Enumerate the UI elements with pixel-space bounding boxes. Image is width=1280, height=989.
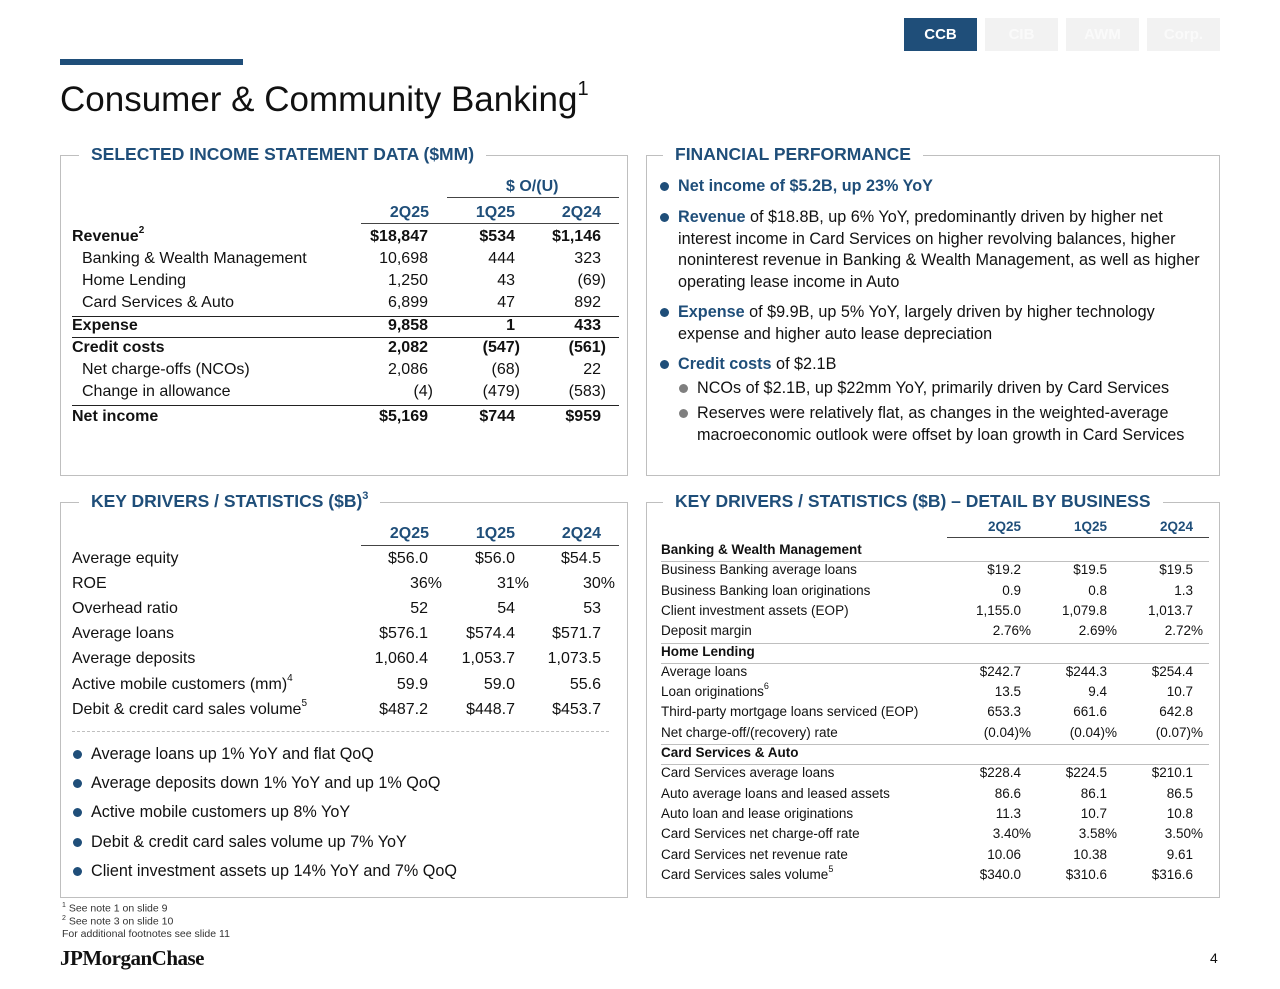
driver-bullet: Client investment assets up 14% YoY and 7% QoQ bbox=[91, 861, 611, 883]
bullet-dot bbox=[660, 182, 669, 191]
detail-cell-value: 86.5 bbox=[1166, 785, 1193, 801]
cell-value: 1 bbox=[506, 317, 515, 334]
cell-value: 6,899 bbox=[387, 294, 428, 311]
cell-value: $56.0 bbox=[474, 550, 515, 567]
cell-value: 59.0 bbox=[483, 676, 515, 693]
section-header: Banking & Wealth Management bbox=[661, 542, 862, 557]
cell-value: 9,858 bbox=[387, 317, 428, 334]
bullet-revenue: Revenue of $18.8B, up 6% YoY, predominantly driven by higher net interest income in Card Services on higher revolving balances, higher noninterest revenue in Banking & Wealth Management, as well as higher operating lease income in Auto bbox=[678, 207, 1208, 293]
bullet-credit-costs: Credit costs of $2.1B bbox=[678, 354, 1208, 376]
detail-cell-value: 2.76% bbox=[992, 623, 1031, 639]
ou-header-rule bbox=[447, 197, 619, 198]
detail-row-label: Card Services net revenue rate bbox=[661, 846, 848, 862]
detail-row-label: Loan originations$^6$ bbox=[661, 681, 769, 700]
cell-value: $1,146 bbox=[552, 228, 601, 245]
bullet-dot bbox=[73, 750, 82, 759]
row-divider bbox=[72, 405, 619, 406]
detail-cell-value: (0.07)% bbox=[1155, 724, 1203, 740]
detail-cell-value: 642.8 bbox=[1159, 704, 1193, 720]
driver-bullet: Average loans up 1% YoY and flat QoQ bbox=[91, 744, 611, 766]
col-header-2q25: 2Q25 bbox=[987, 519, 1021, 534]
bullet-dot bbox=[660, 360, 669, 369]
tab-awm[interactable]: AWM bbox=[1066, 18, 1139, 51]
row-label: Net income bbox=[72, 408, 159, 425]
detail-row-label: Card Services average loans bbox=[661, 765, 835, 781]
section-header: Card Services & Auto bbox=[661, 745, 799, 760]
row-label: Card Services & Auto bbox=[82, 294, 235, 311]
cell-value: 43 bbox=[497, 272, 515, 289]
detail-cell-value: 1,155.0 bbox=[975, 602, 1021, 618]
row-label: Net charge-offs (NCOs) bbox=[82, 361, 250, 378]
cell-value: $18,847 bbox=[370, 228, 428, 245]
detail-cell-value: 2.72% bbox=[1164, 623, 1203, 639]
detail-row-label: Third-party mortgage loans serviced (EOP) bbox=[661, 704, 919, 720]
cell-value: (561) bbox=[568, 339, 606, 356]
row-label: Debit & credit card sales volume$^5$ bbox=[72, 698, 307, 718]
detail-cell-value: 3.58% bbox=[1078, 826, 1117, 842]
detail-row-label: Business Banking average loans bbox=[661, 562, 857, 578]
cell-value: 1,073.5 bbox=[547, 650, 601, 667]
cell-value: 54 bbox=[497, 600, 515, 617]
driver-bullet: Average deposits down 1% YoY and up 1% QoQ bbox=[91, 773, 611, 795]
cell-value: $5,169 bbox=[379, 408, 428, 425]
detail-cell-value: $316.6 bbox=[1151, 866, 1193, 882]
cell-value: 55.6 bbox=[569, 676, 601, 693]
cell-value: 59.9 bbox=[396, 676, 428, 693]
detail-cell-value: $244.3 bbox=[1065, 663, 1107, 679]
detail-cell-value: $19.5 bbox=[1159, 562, 1193, 578]
row-label: Overhead ratio bbox=[72, 600, 178, 617]
page-number: 4 bbox=[1210, 950, 1218, 966]
detail-cell-value: 9.4 bbox=[1088, 684, 1107, 700]
detail-row-label: Deposit margin bbox=[661, 623, 752, 639]
income-statement-title: SELECTED INCOME STATEMENT DATA ($MM) bbox=[79, 144, 486, 165]
cell-value: $448.7 bbox=[466, 701, 515, 718]
ou-header: $ O/(U) bbox=[506, 178, 559, 195]
detail-cell-value: 10.7 bbox=[1166, 684, 1193, 700]
cell-value: 36% bbox=[409, 575, 442, 592]
cell-value: 53 bbox=[583, 600, 601, 617]
cell-value: $453.7 bbox=[552, 701, 601, 718]
cell-value: 1,250 bbox=[387, 272, 428, 289]
col-header-2q24: 2Q24 bbox=[561, 204, 601, 221]
bullet-dot bbox=[660, 308, 669, 317]
cell-value: 30% bbox=[582, 575, 615, 592]
cell-value: 433 bbox=[574, 317, 601, 334]
detail-cell-value: 10.7 bbox=[1080, 805, 1107, 821]
cell-value: $574.4 bbox=[466, 625, 515, 642]
cell-value: (583) bbox=[568, 383, 606, 400]
row-label: Banking & Wealth Management bbox=[82, 250, 307, 267]
col-header-1q25: 1Q25 bbox=[1073, 519, 1107, 534]
detail-row-label: Average loans bbox=[661, 663, 748, 679]
row-divider bbox=[72, 337, 619, 338]
cell-value: 52 bbox=[410, 600, 428, 617]
driver-bullet: Active mobile customers up 8% YoY bbox=[91, 802, 611, 824]
company-logo: JPMorganChase bbox=[60, 946, 204, 970]
row-label: Average equity bbox=[72, 550, 179, 567]
tab-corp[interactable]: Corp. bbox=[1147, 18, 1220, 51]
detail-row-label: Net charge-off/(recovery) rate bbox=[661, 724, 838, 740]
bullet-dot bbox=[73, 867, 82, 876]
cell-value: 2,082 bbox=[387, 339, 428, 356]
row-label: Average deposits bbox=[72, 650, 196, 667]
cell-value: $571.7 bbox=[552, 625, 601, 642]
row-label: Expense bbox=[72, 317, 138, 334]
detail-cell-value: $340.0 bbox=[979, 866, 1021, 882]
col-header-2q25: 2Q25 bbox=[389, 204, 429, 221]
detail-cell-value: $228.4 bbox=[979, 765, 1021, 781]
cell-value: 2,086 bbox=[387, 361, 428, 378]
bullet-dot bbox=[679, 384, 688, 393]
cell-value: 892 bbox=[574, 294, 601, 311]
cell-value: $56.0 bbox=[387, 550, 428, 567]
row-label: Home Lending bbox=[82, 272, 187, 289]
section-header: Home Lending bbox=[661, 643, 755, 659]
income-statement-box bbox=[60, 144, 628, 476]
detail-cell-value: $19.5 bbox=[1073, 562, 1107, 578]
col-header-2q24: 2Q24 bbox=[561, 525, 601, 542]
detail-cell-value: 1.3 bbox=[1174, 582, 1193, 598]
cell-value: (69) bbox=[577, 272, 606, 289]
cell-value: $54.5 bbox=[560, 550, 601, 567]
detail-cell-value: 1,079.8 bbox=[1061, 602, 1107, 618]
col-header-1q25: 1Q25 bbox=[475, 204, 515, 221]
cell-value: 1,060.4 bbox=[374, 650, 428, 667]
detail-cell-value: 653.3 bbox=[987, 704, 1021, 720]
title-accent-bar bbox=[60, 59, 243, 65]
detail-by-business-title: KEY DRIVERS / STATISTICS ($B) – DETAIL BY BUSINESS bbox=[663, 491, 1163, 512]
row-label: ROE bbox=[72, 575, 107, 592]
sub-bullet-reserves: Reserves were relatively flat, as changes in the weighted-average macroeconomic outlook were offset by loan growth in Card Services bbox=[697, 403, 1207, 446]
detail-cell-value: $19.2 bbox=[987, 562, 1021, 578]
detail-cell-value: (0.04)% bbox=[983, 724, 1031, 740]
detail-by-business-box bbox=[646, 491, 1220, 898]
detail-cell-value: $310.6 bbox=[1065, 866, 1107, 882]
detail-cell-value: 86.1 bbox=[1080, 785, 1107, 801]
footnote-1: $^1$ See note 1 on slide 9 bbox=[62, 902, 168, 915]
tab-cib[interactable]: CIB bbox=[985, 18, 1058, 51]
footnote-3: For additional footnotes see slide 11 bbox=[62, 928, 230, 940]
bullet-expense: Expense of $9.9B, up 5% YoY, largely driven by higher technology expense and higher auto lease depreciation bbox=[678, 302, 1208, 345]
detail-cell-value: 13.5 bbox=[994, 684, 1021, 700]
col-header-rule bbox=[947, 537, 1209, 538]
dashed-divider bbox=[72, 731, 609, 732]
detail-cell-value: $224.5 bbox=[1065, 765, 1107, 781]
page-title: Consumer & Community Banking$^1$ bbox=[60, 78, 589, 119]
driver-bullet: Debit & credit card sales volume up 7% YoY bbox=[91, 832, 611, 854]
row-label-revenue: Revenue$^2$ bbox=[72, 225, 145, 245]
cell-value: (4) bbox=[413, 383, 433, 400]
bullet-dot bbox=[679, 409, 688, 418]
cell-value: $487.2 bbox=[379, 701, 428, 718]
section-divider bbox=[661, 744, 1209, 745]
cell-value: $959 bbox=[565, 408, 601, 425]
detail-row-label: Card Services sales volume$^5$ bbox=[661, 863, 834, 882]
cell-value: $576.1 bbox=[379, 625, 428, 642]
detail-cell-value: 10.06 bbox=[987, 846, 1021, 862]
key-drivers-box bbox=[60, 490, 628, 898]
detail-cell-value: 11.3 bbox=[995, 805, 1021, 821]
row-label: Credit costs bbox=[72, 339, 165, 356]
row-label: Average loans bbox=[72, 625, 174, 642]
bullet-dot bbox=[73, 808, 82, 817]
title-footnote-ref: 1 bbox=[577, 78, 589, 100]
bullet-dot bbox=[73, 779, 82, 788]
section-divider bbox=[661, 643, 1209, 644]
cell-value: $534 bbox=[479, 228, 515, 245]
detail-cell-value: 3.40% bbox=[992, 826, 1031, 842]
sub-bullet-ncos: NCOs of $2.1B, up $22mm YoY, primarily driven by Card Services bbox=[697, 378, 1207, 400]
cell-value: (68) bbox=[491, 361, 520, 378]
key-drivers-title: KEY DRIVERS / STATISTICS ($B)$^3$ bbox=[79, 491, 380, 512]
detail-cell-value: 1,013.7 bbox=[1147, 602, 1193, 618]
detail-row-label: Auto loan and lease originations bbox=[661, 805, 854, 821]
cell-value: (547) bbox=[482, 339, 520, 356]
detail-cell-value: (0.04)% bbox=[1069, 724, 1117, 740]
detail-cell-value: 9.61 bbox=[1166, 846, 1193, 862]
detail-cell-value: $242.7 bbox=[979, 663, 1021, 679]
cell-value: 1,053.7 bbox=[461, 650, 515, 667]
detail-cell-value: 86.6 bbox=[994, 785, 1021, 801]
footnote-2: $^2$ See note 3 on slide 10 bbox=[62, 915, 174, 928]
col-header-1q25: 1Q25 bbox=[475, 525, 515, 542]
cell-value: 10,698 bbox=[379, 250, 428, 267]
detail-cell-value: 661.6 bbox=[1073, 704, 1107, 720]
cell-value: 31% bbox=[496, 575, 529, 592]
row-label: Change in allowance bbox=[82, 383, 231, 400]
cell-value: (479) bbox=[482, 383, 520, 400]
detail-cell-value: 10.38 bbox=[1073, 846, 1107, 862]
detail-cell-value: 3.50% bbox=[1164, 826, 1203, 842]
col-header-rule bbox=[361, 223, 619, 224]
detail-row-label: Card Services net charge-off rate bbox=[661, 826, 860, 842]
detail-row-label: Business Banking loan originations bbox=[661, 582, 871, 598]
detail-row-label: Client investment assets (EOP) bbox=[661, 602, 849, 618]
detail-cell-value: 2.69% bbox=[1078, 623, 1117, 639]
cell-value: 444 bbox=[488, 250, 515, 267]
detail-cell-value: $254.4 bbox=[1151, 663, 1193, 679]
cell-value: $744 bbox=[479, 408, 515, 425]
col-header-2q24: 2Q24 bbox=[1159, 519, 1193, 534]
tab-ccb[interactable]: CCB bbox=[904, 18, 977, 51]
bullet-dot bbox=[660, 213, 669, 222]
detail-cell-value: 0.9 bbox=[1002, 582, 1021, 598]
segment-tabs bbox=[904, 18, 1220, 51]
bullet-net-income: Net income of $5.2B, up 23% YoY bbox=[678, 176, 1208, 198]
col-header-rule bbox=[361, 545, 619, 546]
cell-value: 22 bbox=[583, 361, 601, 378]
detail-cell-value: 0.8 bbox=[1088, 582, 1107, 598]
row-label: Active mobile customers (mm)$^4$ bbox=[72, 673, 293, 693]
cell-value: 47 bbox=[497, 294, 515, 311]
financial-performance-box bbox=[646, 144, 1220, 476]
cell-value: 323 bbox=[574, 250, 601, 267]
bullet-dot bbox=[73, 838, 82, 847]
detail-cell-value: $210.1 bbox=[1151, 765, 1193, 781]
detail-cell-value: 10.8 bbox=[1166, 805, 1193, 821]
detail-row-label: Auto average loans and leased assets bbox=[661, 785, 890, 801]
col-header-2q25: 2Q25 bbox=[389, 525, 429, 542]
financial-performance-title: FINANCIAL PERFORMANCE bbox=[663, 144, 923, 165]
